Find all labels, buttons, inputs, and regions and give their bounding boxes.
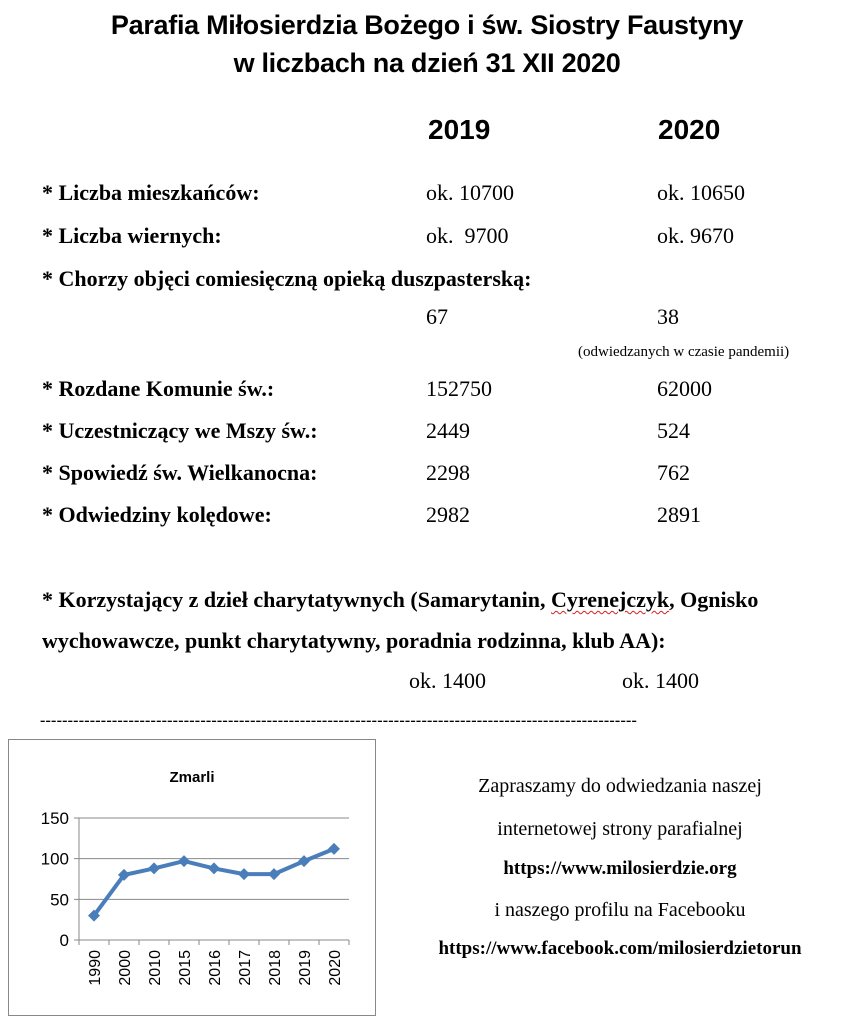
y-tick-label: 100 bbox=[40, 849, 69, 869]
data-point-marker bbox=[298, 855, 310, 867]
x-tick-label: 2018 bbox=[267, 950, 284, 986]
stat-label-residents: * Liczba mieszkańców: bbox=[42, 180, 260, 205]
footer-invite-line1: Zapraszamy do odwiedzania naszej bbox=[478, 775, 762, 797]
stat-value-2019: ok. 9700 bbox=[426, 223, 509, 248]
y-tick-label: 0 bbox=[59, 931, 69, 950]
stat-value-2020: 2891 bbox=[657, 502, 701, 527]
footer-invite-line2: internetowej strony parafialnej bbox=[497, 818, 743, 840]
data-point-marker bbox=[268, 868, 280, 880]
stat-value-2019: 152750 bbox=[426, 376, 492, 401]
data-point-marker bbox=[148, 862, 160, 874]
charity-value-2019: ok. 1400 bbox=[409, 668, 486, 693]
spellcheck-word: Cyrenejczyk bbox=[550, 587, 670, 612]
x-tick-label: 2019 bbox=[297, 950, 314, 986]
x-tick-label: 2010 bbox=[147, 950, 164, 986]
charity-label-line2: wychowawcze, punkt charytatywny, poradnia rodzinna, klub AA): bbox=[42, 628, 666, 653]
column-header-2019: 2019 bbox=[428, 114, 491, 145]
stat-label-sick: * Chorzy objęci comiesięczną opieką duszpasterską: bbox=[42, 266, 532, 291]
footer-invite-line4: i naszego profilu na Facebooku bbox=[494, 899, 746, 921]
charity-value-2020: ok. 1400 bbox=[622, 668, 699, 693]
stat-value-2020: 762 bbox=[657, 460, 690, 485]
stat-value-2019: 67 bbox=[426, 304, 448, 329]
stat-label-carol-visits: * Odwiedziny kolędowe: bbox=[42, 502, 272, 527]
facebook-link[interactable]: https://www.facebook.com/milosierdzietorun bbox=[438, 938, 802, 959]
data-point-marker bbox=[208, 862, 220, 874]
page-title-line1: Parafia Miłosierdzia Bożego i św. Siostry Faustyny bbox=[110, 10, 744, 40]
page-title-line2: w liczbach na dzień 31 XII 2020 bbox=[233, 48, 621, 78]
x-tick-label: 2017 bbox=[237, 950, 254, 986]
stat-label-faithful: * Liczba wiernych: bbox=[42, 223, 222, 248]
charity-label-line1 bbox=[42, 587, 758, 613]
x-tick-label: 2000 bbox=[117, 950, 134, 986]
charity-text-pre: * Korzystający z dzieł charytatywnych (Samarytanin, bbox=[42, 587, 551, 612]
stat-label-confession: * Spowiedź św. Wielkanocna: bbox=[42, 460, 318, 485]
stat-value-2020: ok. 10650 bbox=[657, 180, 745, 205]
stat-label-mass: * Uczestniczący we Mszy św.: bbox=[42, 418, 318, 443]
data-point-marker bbox=[328, 843, 340, 855]
stat-value-2019: 2982 bbox=[426, 502, 470, 527]
dashed-divider: ------------------------------------------------------------------------------------------------------------ bbox=[40, 712, 638, 729]
x-tick-label: 2016 bbox=[207, 950, 224, 986]
website-link[interactable]: https://www.milosierdzie.org bbox=[503, 858, 737, 879]
stat-value-2019: 2298 bbox=[426, 460, 470, 485]
deaths-chart-svg bbox=[9, 740, 375, 1015]
data-point-marker bbox=[178, 855, 190, 867]
pandemic-note: (odwiedzanych w czasie pandemii) bbox=[578, 344, 790, 360]
x-tick-label: 1990 bbox=[87, 950, 104, 986]
charity-text-post: , Ognisko bbox=[669, 587, 759, 612]
x-tick-label: 2020 bbox=[327, 950, 344, 986]
deaths-chart bbox=[8, 739, 376, 1016]
column-header-2020: 2020 bbox=[658, 114, 721, 145]
stat-label-communions: * Rozdane Komunie św.: bbox=[42, 376, 275, 401]
stat-value-2020: 62000 bbox=[657, 376, 712, 401]
stat-value-2020: 38 bbox=[657, 304, 679, 329]
y-tick-label: 150 bbox=[40, 809, 69, 828]
stat-value-2019: 2449 bbox=[426, 418, 470, 443]
x-tick-label: 2015 bbox=[177, 950, 194, 986]
chart-title: Zmarli bbox=[169, 769, 215, 786]
stat-value-2020: ok. 9670 bbox=[657, 223, 734, 248]
stat-value-2019: ok. 10700 bbox=[426, 180, 514, 205]
y-tick-label: 50 bbox=[50, 890, 69, 910]
stat-value-2020: 524 bbox=[657, 418, 690, 443]
data-point-marker bbox=[238, 868, 250, 880]
